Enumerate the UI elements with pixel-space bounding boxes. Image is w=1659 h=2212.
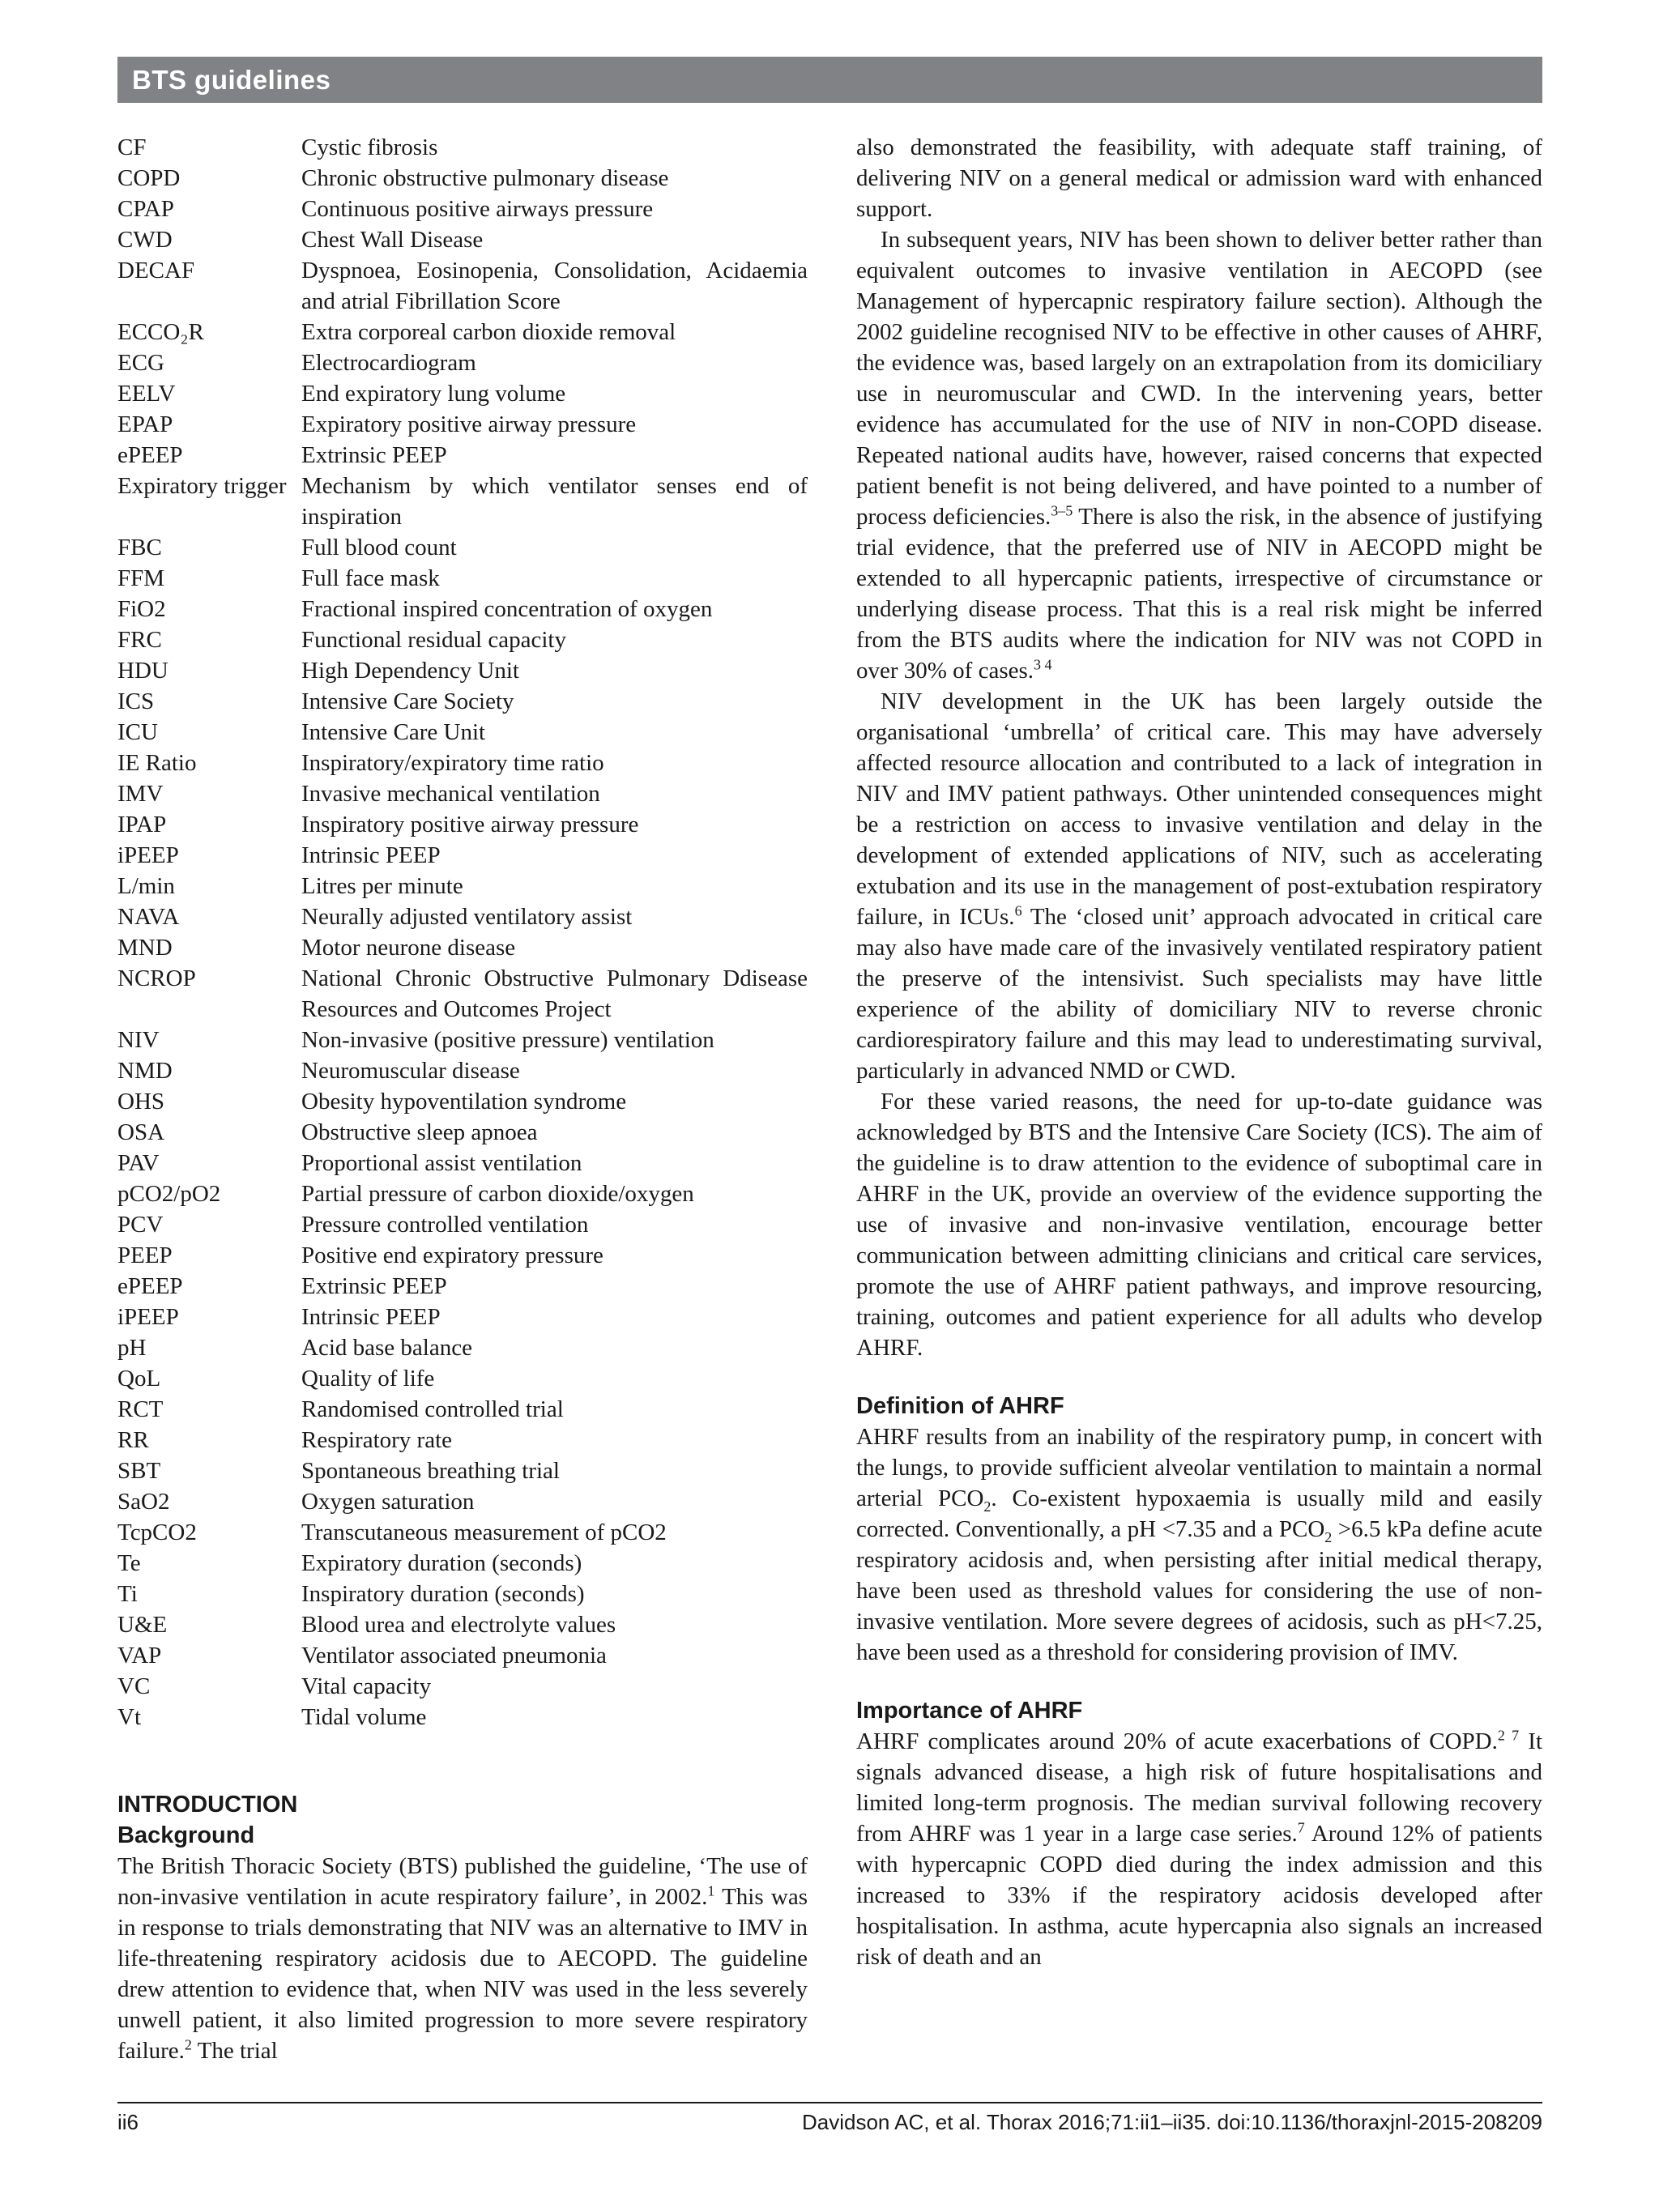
abbreviation-definition: Randomised controlled trial [301, 1396, 564, 1422]
abbreviation-definition: National Chronic Obstructive Pulmonary Ddisease Resources and Outcomes Project [301, 965, 808, 1022]
abbreviation-term: ICS [117, 688, 155, 714]
abbreviation-row [117, 409, 808, 440]
abbreviation-row [117, 317, 808, 347]
abbreviation-row [117, 594, 808, 624]
abbreviation-row [117, 963, 808, 1025]
abbreviation-row [117, 1702, 808, 1733]
abbreviation-row [117, 471, 808, 532]
text-segment: The trial [191, 2038, 278, 2064]
text-segment: . Co-existent hypoxaemia is usually mild and easily corrected. Conventionally, a pH <7.35 and a PCO [856, 1485, 1542, 1542]
subscript: 2 [1324, 1528, 1333, 1545]
abbreviation-row [117, 1425, 808, 1455]
abbreviation-term: IMV [117, 781, 164, 807]
abbreviation-term: U&E [117, 1612, 168, 1638]
text-segment: AHRF complicates around 20% of acute exacerbations of COPD. [856, 1728, 1498, 1754]
paragraph-background-4 [856, 1086, 1542, 1363]
abbreviation-definition: Obstructive sleep apnoea [301, 1119, 538, 1145]
abbreviation-definition: Extrinsic PEEP [301, 442, 447, 468]
abbreviation-term: ECCO₂R [117, 319, 204, 345]
abbreviation-definition: Pressure controlled ventilation [301, 1212, 589, 1238]
abbreviation-definition: Neurally adjusted ventilatory assist [301, 904, 633, 930]
abbreviation-term: SaO2 [117, 1489, 170, 1515]
abbreviation-definition: Quality of life [301, 1366, 435, 1392]
text-segment: For these varied reasons, the need for up-to-date guidance was acknowledged by BTS and the Intensive Care Society (ICS). The aim of the guideline is to draw attention to the evidence of suboptimal care in AHRF in the UK, provide an overview of the evidence supporting the use of invasive and non-invasive ventilation, encourage better communication between admitting clinicians and critical care services, promote the use of AHRF patient pathways, and improve resourcing, training, outcomes and patient experience for all adults who develop AHRF. [856, 1089, 1542, 1361]
abbreviation-term: pH [117, 1335, 147, 1361]
abbreviation-term: PAV [117, 1150, 160, 1176]
abbreviation-definition: Intensive Care Society [301, 688, 514, 714]
abbreviation-definition: Inspiratory/expiratory time ratio [301, 750, 604, 776]
reference-superscript: 3–5 [1051, 502, 1073, 519]
abbreviation-row [117, 163, 808, 194]
abbreviation-term: IE Ratio [117, 750, 197, 776]
abbreviation-definition: Chest Wall Disease [301, 227, 484, 253]
abbreviation-term: PCV [117, 1212, 164, 1238]
abbreviation-definition: Expiratory positive airway pressure [301, 411, 637, 437]
abbreviation-definition: Litres per minute [301, 873, 463, 899]
subsection-heading-definition: Definition of AHRF [856, 1393, 1064, 1419]
running-header: BTS guidelines [117, 57, 1542, 103]
abbreviation-definition: Chronic obstructive pulmonary disease [301, 165, 669, 191]
abbreviation-term: FRC [117, 627, 162, 653]
abbreviation-definition: Neuromuscular disease [301, 1058, 520, 1084]
reference-superscript: 2 [184, 2036, 192, 2053]
abbreviation-term: VAP [117, 1643, 162, 1669]
abbreviation-term: EELV [117, 381, 176, 407]
abbreviation-term: QoL [117, 1366, 161, 1392]
abbreviation-row [117, 840, 808, 871]
abbreviation-term: EPAP [117, 411, 173, 437]
abbreviation-definition: Ventilator associated pneumonia [301, 1643, 607, 1669]
abbreviation-term: IPAP [117, 812, 167, 837]
abbreviation-row [117, 809, 808, 840]
footer-divider [117, 2102, 1542, 2103]
abbreviation-definition: Inspiratory positive airway pressure [301, 812, 639, 837]
abbreviation-definition: Cystic fibrosis [301, 134, 438, 160]
abbreviation-definition: High Dependency Unit [301, 658, 519, 684]
abbreviation-term: CWD [117, 227, 173, 253]
abbreviation-definition: Inspiratory duration (seconds) [301, 1581, 585, 1607]
abbreviation-row [117, 1671, 808, 1702]
abbreviation-definition: Intrinsic PEEP [301, 1304, 441, 1330]
abbreviation-row [117, 1086, 808, 1117]
abbreviation-row [117, 932, 808, 963]
text-segment: The British Thoracic Society (BTS) published the guideline, ‘The use of non-invasive ventilation in acute respiratory failure’, in 2002. [117, 1853, 808, 1910]
abbreviation-row [117, 1148, 808, 1178]
abbreviation-definition: Positive end expiratory pressure [301, 1242, 603, 1268]
abbreviation-term: TcpCO2 [117, 1519, 197, 1545]
reference-superscript: 6 [1014, 902, 1022, 919]
abbreviation-definition: Partial pressure of carbon dioxide/oxygen [301, 1181, 694, 1207]
abbreviation-definition: Obesity hypoventilation syndrome [301, 1089, 627, 1115]
abbreviation-definition: Proportional assist ventilation [301, 1150, 582, 1176]
abbreviation-row [117, 748, 808, 778]
abbreviation-row [117, 1363, 808, 1394]
text-segment: >6.5 kPa define acute respiratory acidosis and, when persisting after initial medical therapy, have been used as threshold values for considering the use of non-invasive ventilation. More severe degrees of acidosis, such as pH<7.25, have been used as a threshold for considering provision of IMV. [856, 1516, 1542, 1665]
subsection-heading-importance: Importance of AHRF [856, 1698, 1083, 1724]
abbreviation-row [117, 655, 808, 686]
abbreviation-row [117, 1455, 808, 1486]
abbreviation-term: Vt [117, 1704, 141, 1730]
abbreviation-term: NIV [117, 1027, 160, 1053]
abbreviation-definition: Respiratory rate [301, 1427, 453, 1453]
abbreviation-term: NMD [117, 1058, 173, 1084]
text-segment: In subsequent years, NIV has been shown to deliver better rather than equivalent outcomes to invasive ventilation in AECOPD (see Management of hypercapnic respiratory failure section). Although the 2002 guideline recognised NIV to be effective in other causes of AHRF, the evidence was, based largely on an extrapolation from its domiciliary use in neuromuscular and CWD. In the intervening years, better evidence has accumulated for the use of NIV in non-COPD disease. Repeated national audits have, however, raised concerns that expected patient benefit is not being delivered, and have pointed to a number of process deficiencies. [856, 227, 1542, 530]
subscript: 2 [983, 1498, 992, 1515]
page-number: ii6 [117, 2110, 139, 2134]
text-segment: It signals advanced disease, a high risk of future hospitalisations and limited long-term prognosis. The median survival following recovery from AHRF was 1 year in a large case series. [856, 1728, 1542, 1847]
reference-superscript: 3 4 [1034, 656, 1052, 673]
abbreviation-term: NAVA [117, 904, 180, 930]
abbreviation-definition: Continuous positive airways pressure [301, 196, 654, 222]
abbreviation-term: Te [117, 1550, 141, 1576]
abbreviation-definition: Non-invasive (positive pressure) ventilation [301, 1027, 714, 1053]
abbreviation-definition: Transcutaneous measurement of pCO2 [301, 1519, 667, 1545]
abbreviation-row [117, 871, 808, 901]
abbreviation-term: FFM [117, 565, 165, 591]
abbreviation-definition: Motor neurone disease [301, 935, 516, 961]
paragraph-background-1 [117, 1851, 808, 2066]
abbreviation-definition: Blood urea and electrolyte values [301, 1612, 616, 1638]
abbreviation-term: OSA [117, 1119, 165, 1145]
abbreviation-term: PEEP [117, 1242, 173, 1268]
paragraph-background-2 [856, 224, 1542, 686]
abbreviation-term: ECG [117, 350, 164, 376]
text-segment: also demonstrated the feasibility, with adequate staff training, of delivering NIV on a general medical or admission ward with enhanced support. [856, 134, 1542, 222]
text-segment: Around 12% of patients with hypercapnic COPD died during the index admission and this increased to 33% if the respiratory acidosis developed after hospitalisation. In asthma, acute hypercapnia also signals an increased risk of death and an [856, 1821, 1543, 1970]
abbreviation-row [117, 194, 808, 224]
abbreviation-row [117, 717, 808, 748]
abbreviation-term: VC [117, 1673, 151, 1699]
abbreviation-definition: Spontaneous breathing trial [301, 1458, 560, 1484]
abbreviation-definition: Vital capacity [301, 1673, 432, 1699]
abbreviation-term: ICU [117, 719, 158, 745]
abbreviation-row [117, 1240, 808, 1271]
abbreviation-definition: Extrinsic PEEP [301, 1273, 447, 1299]
abbreviation-term: Expiratory trigger [117, 473, 287, 499]
abbreviation-definition: Fractional inspired concentration of oxygen [301, 596, 713, 622]
abbreviation-row [117, 347, 808, 378]
abbreviation-definition: Acid base balance [301, 1335, 472, 1361]
abbreviation-definition: Tidal volume [301, 1704, 427, 1730]
abbreviation-row [117, 532, 808, 563]
abbreviation-definition: Extra corporeal carbon dioxide removal [301, 319, 676, 345]
abbreviation-definition: Intrinsic PEEP [301, 842, 441, 868]
abbreviation-row [117, 686, 808, 717]
reference-superscript: 7 [1297, 1819, 1305, 1836]
abbreviation-row [117, 1548, 808, 1579]
text-segment: The ‘closed unit’ approach advocated in critical care may also have made care of the invasively ventilated respiratory patient the preserve of the intensivist. Such specialists may have little experience of the ability of domiciliary NIV to reverse chronic cardiorespiratory failure and this may lead to underestimating survival, particularly in advanced NMD or CWD. [856, 904, 1542, 1084]
abbreviation-definition: Electrocardiogram [301, 350, 476, 376]
abbreviation-definition: Mechanism by which ventilator senses end of inspiration [301, 473, 808, 530]
abbreviation-row [117, 1486, 808, 1517]
section-heading-introduction: INTRODUCTION [117, 1792, 298, 1818]
abbreviation-definition: Expiratory duration (seconds) [301, 1550, 582, 1576]
abbreviation-definition: Oxygen saturation [301, 1489, 475, 1515]
abbreviation-term: FiO2 [117, 596, 166, 622]
left-column [117, 132, 808, 2066]
abbreviation-row [117, 1055, 808, 1086]
text-segment: NIV development in the UK has been largely outside the organisational ‘umbrella’ of critical care. This may have adversely affected resource allocation and contributed to a lack of integration in NIV and IMV patient pathways. Other unintended consequences might be a restriction on access to invasive ventilation and delay in the development of extended applications of NIV, such as accelerating extubation and its use in the management of post-extubation respiratory failure, in ICUs. [856, 688, 1542, 930]
abbreviation-definition: Full blood count [301, 535, 457, 560]
abbreviation-row [117, 1394, 808, 1425]
abbreviation-row [117, 440, 808, 471]
paragraph-importance [856, 1726, 1542, 1972]
abbreviation-term: CF [117, 134, 147, 160]
text-segment: There is also the risk, in the absence of justifying trial evidence, that the preferred use of NIV in AECOPD might be extended to all hypercapnic patients, irrespective of circumstance or underlying disease process. That this is a real risk might be inferred from the BTS audits where the indication for NIV was not COPD in over 30% of cases. [856, 504, 1542, 684]
abbreviation-row [117, 255, 808, 317]
paragraph-definition [856, 1421, 1542, 1668]
abbreviation-definition: Full face mask [301, 565, 440, 591]
abbreviation-row [117, 1209, 808, 1240]
abbreviation-definition: Dyspnoea, Eosinopenia, Consolidation, Acidaemia and atrial Fibrillation Score [301, 258, 808, 314]
abbreviation-term: COPD [117, 165, 181, 191]
abbreviation-term: ePEEP [117, 442, 183, 468]
abbreviation-term: L/min [117, 873, 175, 899]
abbreviation-row [117, 1117, 808, 1148]
abbreviation-term: MND [117, 935, 173, 961]
text-segment: AHRF results from an inability of the respiratory pump, in concert with the lungs, to provide sufficient alveolar ventilation to maintain a normal arterial PCO [856, 1424, 1542, 1511]
abbreviation-row [117, 378, 808, 409]
abbreviation-row [117, 1178, 808, 1209]
abbreviation-term: OHS [117, 1089, 165, 1115]
abbreviation-term: Ti [117, 1581, 138, 1607]
abbreviation-term: RCT [117, 1396, 164, 1422]
abbreviation-row [117, 901, 808, 932]
abbreviation-definition: End expiratory lung volume [301, 381, 566, 407]
paragraph-continuation [856, 132, 1542, 224]
abbreviation-term: CPAP [117, 196, 174, 222]
abbreviation-term: NCROP [117, 965, 196, 991]
right-column [856, 132, 1542, 1972]
subsection-heading-background: Background [117, 1822, 255, 1848]
abbreviation-row [117, 563, 808, 594]
abbreviation-row [117, 1640, 808, 1671]
abbreviation-row [117, 1579, 808, 1609]
abbreviation-definition: Functional residual capacity [301, 627, 566, 653]
abbreviation-row [117, 1025, 808, 1055]
abbreviation-definition: Intensive Care Unit [301, 719, 486, 745]
citation: Davidson AC, et al. Thorax 2016;71:ii1–ii35. doi:10.1136/thoraxjnl-2015-208209 [802, 2110, 1542, 2134]
reference-superscript: 2 7 [1497, 1727, 1520, 1744]
abbreviation-row [117, 132, 808, 163]
abbreviation-row [117, 1609, 808, 1640]
abbreviation-row [117, 1517, 808, 1548]
abbreviation-row [117, 1302, 808, 1332]
text-segment: This was in response to trials demonstrating that NIV was an alternative to IMV in life-threatening respiratory acidosis due to AECOPD. The guideline drew attention to evidence that, when NIV was used in the less severely unwell patient, it also limited progression to more severe respiratory failure. [117, 1884, 808, 2064]
abbreviation-row [117, 224, 808, 255]
abbreviation-term: ePEEP [117, 1273, 183, 1299]
abbreviation-definition: Invasive mechanical ventilation [301, 781, 600, 807]
abbreviations-table [117, 132, 808, 1733]
abbreviation-term: FBC [117, 535, 162, 560]
abbreviation-term: HDU [117, 658, 168, 684]
abbreviation-term: RR [117, 1427, 149, 1453]
paragraph-background-3 [856, 686, 1542, 1086]
abbreviation-row [117, 1332, 808, 1363]
abbreviation-row [117, 778, 808, 809]
abbreviation-term: iPEEP [117, 842, 179, 868]
abbreviation-term: DECAF [117, 258, 195, 283]
abbreviation-term: pCO2/pO2 [117, 1181, 221, 1207]
reference-superscript: 1 [707, 1882, 715, 1899]
abbreviation-term: SBT [117, 1458, 161, 1484]
abbreviation-row [117, 624, 808, 655]
abbreviation-term: iPEEP [117, 1304, 179, 1330]
abbreviation-row [117, 1271, 808, 1302]
